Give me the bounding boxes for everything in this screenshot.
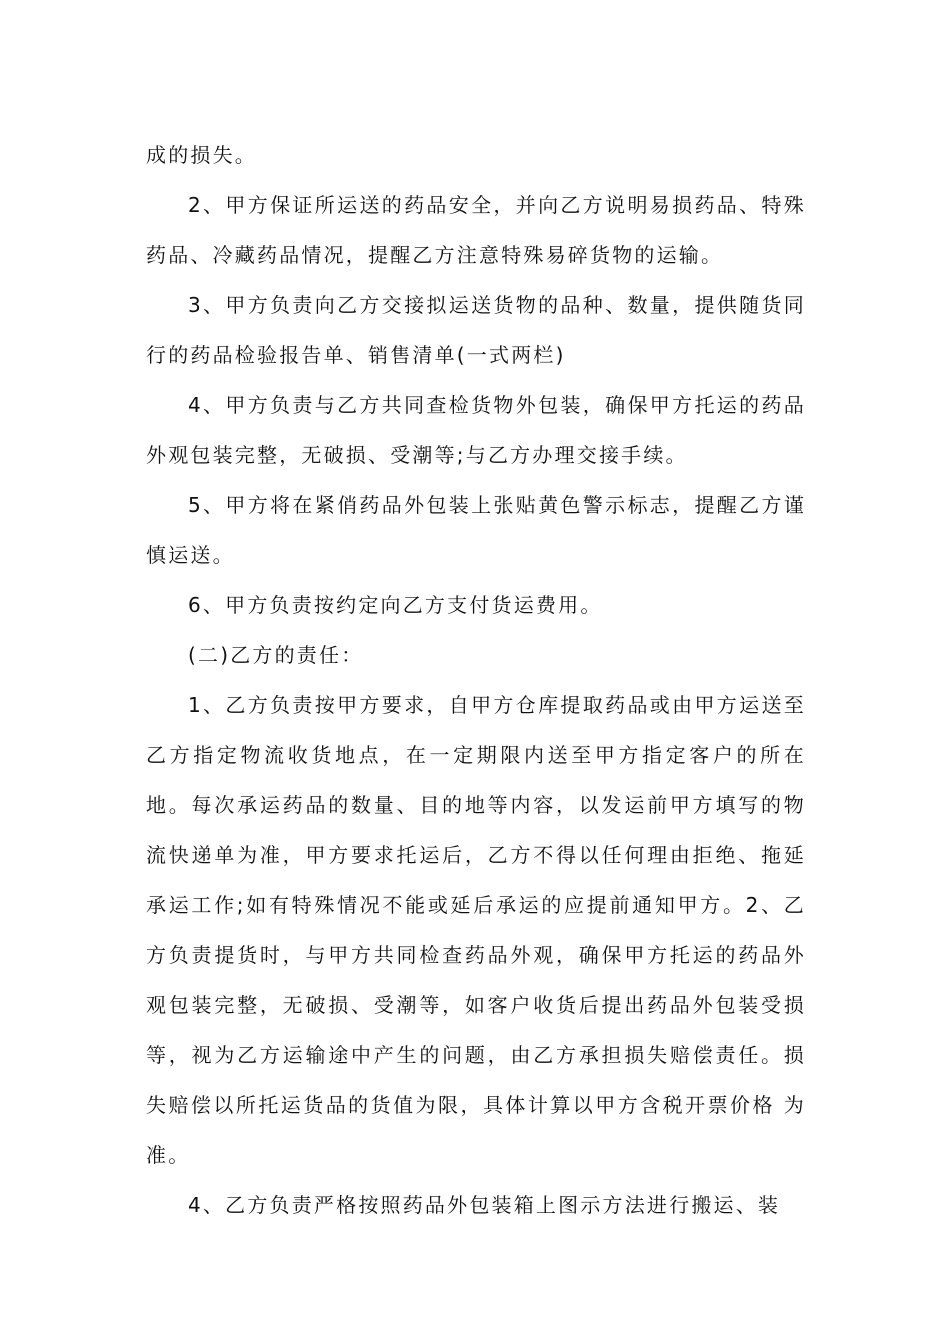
paragraph-clause-5: 5、甲方将在紧俏药品外包装上张贴黄色警示标志，提醒乙方谨慎运送。 <box>146 493 806 567</box>
paragraph-clause-4: 4、甲方负责与乙方共同查检货物外包装，确保甲方托运的药品外观包装完整，无破损、受潮等;与乙方办理交接手续。 <box>146 393 806 467</box>
paragraph-clause-2: 2、甲方保证所运送的药品安全，并向乙方说明易损药品、特殊药品、冷藏药品情况，提醒乙方注意特殊易碎货物的运输。 <box>146 193 806 267</box>
paragraph-clause-6: 6、甲方负责按约定向乙方支付货运费用。 <box>188 593 603 617</box>
paragraph-continuation: 成的损失。 <box>146 143 257 167</box>
paragraph-party-b-clause-4: 4、乙方负责严格按照药品外包装箱上图示方法进行搬运、装 <box>188 1193 781 1217</box>
paragraph-clause-3: 3、甲方负责向乙方交接拟运送货物的品种、数量，提供随货同行的药品检验报告单、销售清单(一式两栏) <box>146 293 806 367</box>
paragraph-party-b-clause-1: 1、乙方负责按甲方要求，自甲方仓库提取药品或由甲方运送至乙方指定物流收货地点，在一定期限内送至甲方指定客户的所在地。每次承运药品的数量、目的地等内容，以发运前甲方填写的物流快递单为准，甲方要求托运后，乙方不得以任何理由拒绝、拖延承运工作;如有特殊情况不能或延后承运的应提前通知甲方。2、乙方负责提货时，与甲方共同检查药品外观，确保甲方托运的药品外观包装完整，无破损、受潮等，如客户收货后提出药品外包装受损等，视为乙方运输途中产生的问题，由乙方承担损失赔偿责任。损失赔偿以所托运货品的货值为限，具体计算以甲方含税开票价格 为准。 <box>146 693 806 1167</box>
document-body <box>146 130 806 1230</box>
section-heading-party-b: (二)乙方的责任： <box>188 643 364 667</box>
